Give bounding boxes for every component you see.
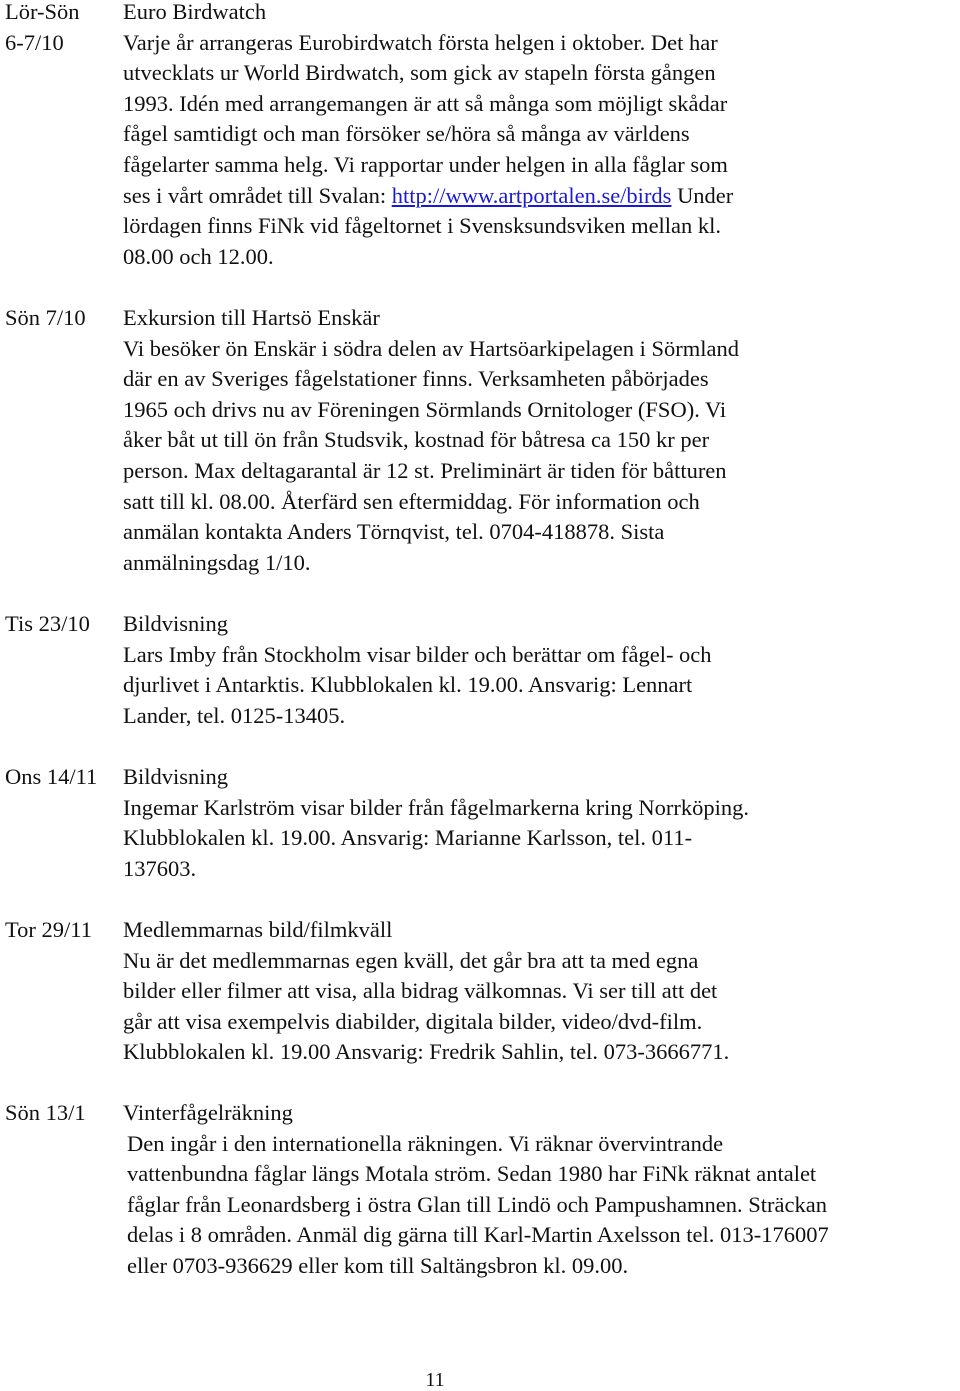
event-text-line: eller 0703-936629 eller kom till Saltängsbron kl. 09.00. (127, 1252, 629, 1278)
event-text-line: lördagen finns FiNk vid fågeltornet i Svensksundsviken mellan kl. (123, 213, 722, 239)
event-date: Sön 13/1 (5, 1100, 86, 1125)
event-text-line: Nu är det medlemmarnas egen kväll, det går bra att ta med egna (123, 947, 699, 973)
event-text-line: anmälningsdag 1/10. (123, 549, 311, 575)
event-text-line: 08.00 och 12.00. (123, 243, 274, 269)
event-text-line: åker båt ut till ön från Studsvik, kostnad för båtresa ca 150 kr per (123, 427, 710, 453)
event-text-line: Vi besöker ön Enskär i södra delen av Hartsöarkipelagen i Sörmland (123, 335, 739, 361)
event-text-line: Lander, tel. 0125-13405. (123, 702, 346, 728)
event-date: Lör-Sön 6-7/10 (5, 0, 80, 55)
event-text-line: 1993. Idén med arrangemangen är att så många som möjligt skådar (123, 90, 728, 116)
event-text-line: Lars Imby från Stockholm visar bilder och berättar om fågel- och (123, 641, 712, 667)
event-title: Medlemmarnas bild/filmkväll (123, 917, 393, 942)
event-date: Tis 23/10 (5, 611, 90, 636)
event-date: Ons 14/11 (5, 764, 98, 789)
event-title: Euro Birdwatch (123, 0, 267, 24)
event-content (123, 303, 739, 578)
event-text-line: Ingemar Karlström visar bilder från fågelmarkerna kring Norrköping. (123, 794, 750, 820)
event-text-line: satt till kl. 08.00. Återfärd sen eftermiddag. För information och (123, 488, 700, 514)
event-text-line: Den ingår i den internationella räkningen. Vi räknar övervintrande (127, 1130, 724, 1156)
event-text-line: delas i 8 områden. Anmäl dig gärna till Karl-Martin Axelsson tel. 013-176007 (127, 1222, 829, 1248)
event-text-line: anmälan kontakta Anders Törnqvist, tel. 0704-418878. Sista (123, 519, 665, 545)
event-text-line: utvecklats ur World Birdwatch, som gick av stapeln första gången (123, 60, 716, 86)
event-title: Bildvisning (123, 764, 229, 789)
event-content (123, 0, 733, 272)
event-text-line: bilder eller filmer att visa, alla bidrag välkomnas. Vi ser till att det (123, 978, 718, 1004)
event-title: Vinterfågelräkning (123, 1100, 293, 1125)
event-text-line: fågelarter samma helg. Vi rapportar under helgen in alla fåglar som (123, 151, 728, 177)
event-text-line: Klubblokalen kl. 19.00 Ansvarig: Fredrik Sahlin, tel. 073-3666771. (123, 1039, 730, 1065)
event-title: Exkursion till Hartsö Enskär (123, 305, 380, 330)
event-text-line: 137603. (123, 855, 197, 881)
event-content (123, 762, 749, 884)
event-text-line: vattenbundna fåglar längs Motala ström. Sedan 1980 har FiNk räknat antalet (127, 1161, 817, 1187)
event-text-line: Klubblokalen kl. 19.00. Ansvarig: Marianne Karlsson, tel. 011- (123, 825, 693, 851)
event-content (123, 915, 729, 1068)
event-text-line: fåglar från Leonardsberg i östra Glan till Lindö och Pampushamnen. Sträckan (127, 1191, 828, 1217)
link-line-after: Under (671, 182, 734, 208)
event-text-line: går att visa exempelvis diabilder, digitala bilder, video/dvd-film. (123, 1008, 703, 1034)
artportalen-link[interactable]: http://www.artportalen.se/birds (391, 182, 672, 208)
event-text-line: djurlivet i Antarktis. Klubblokalen kl. 19.00. Ansvarig: Lennart (123, 672, 693, 698)
event-text-line-with-link (123, 181, 733, 212)
event-text-line: 1965 och drivs nu av Föreningen Sörmlands Ornitologer (FSO). Vi (123, 396, 727, 422)
event-text-line: Varje år arrangeras Eurobirdwatch första helgen i oktober. Det har (123, 29, 718, 55)
event-title: Bildvisning (123, 611, 229, 636)
event-text-line: där en av Sveriges fågelstationer finns. Verksamheten påbörjades (123, 366, 709, 392)
page-number: 11 (425, 1369, 445, 1391)
event-date: Sön 7/10 (5, 305, 86, 330)
event-text-line: person. Max deltagarantal är 12 st. Preliminärt är tiden för båtturen (123, 457, 727, 483)
event-content (123, 1098, 829, 1282)
event-content (123, 609, 712, 731)
event-date: Tor 29/11 (5, 917, 92, 942)
event-text-line: fågel samtidigt och man försöker se/höra så många av världens (123, 121, 690, 147)
link-line-before: ses i vårt området till Svalan: (123, 182, 392, 208)
